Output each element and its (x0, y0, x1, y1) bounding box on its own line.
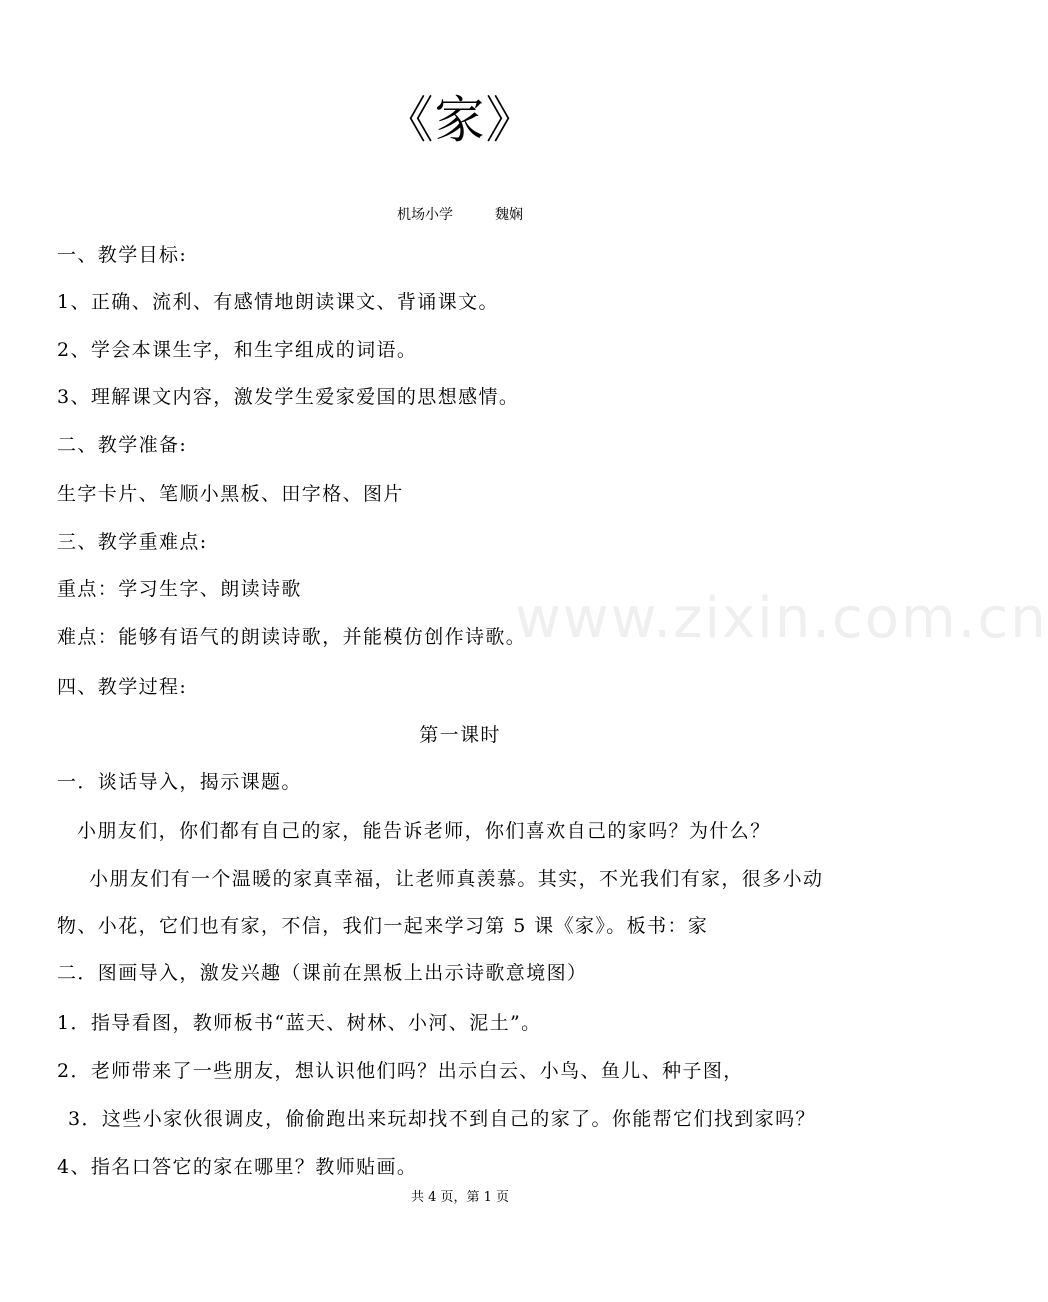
watermark: www.zixin.com.cn (515, 586, 1048, 651)
list-item: 3．这些小家伙很调皮，偷偷跑出来玩却找不到自己的家了。你能帮它们找到家吗？ (68, 1108, 816, 1130)
paragraph-line: 小朋友们，你们都有自己的家，能告诉老师，你们喜欢自己的家吗？为什么？ (77, 820, 771, 842)
paragraph-line: 物、小花，它们也有家，不信，我们一起来学习第 5 课《家》。板书：家 (57, 915, 709, 937)
preparation-text: 生字卡片、笔顺小黑板、田字格、图片 (57, 483, 404, 505)
key-point-text: 重点：学习生字、朗读诗歌 (57, 578, 302, 600)
paragraph-line: 小朋友们有一个温暖的家真幸福，让老师真羡慕。其实，不光我们有家，很多小动 (89, 868, 824, 890)
list-item: 4、指名口答它的家在哪里？教师贴画。 (57, 1156, 418, 1178)
step-1-heading: 一．谈话导入，揭示课题。 (57, 771, 302, 793)
document-title: 《家》 (383, 91, 537, 149)
objective-3: 3、理解课文内容，激发学生爱家爱国的思想感情。 (57, 386, 520, 408)
objective-2: 2、学会本课生字，和生字组成的词语。 (57, 339, 418, 361)
school-name: 机场小学 (397, 207, 453, 223)
difficult-point-text: 难点：能够有语气的朗读诗歌，并能模仿创作诗歌。 (57, 626, 527, 648)
author-name: 魏娴 (495, 207, 523, 223)
objective-1: 1、正确、流利、有感情地朗读课文、背诵课文。 (57, 291, 499, 313)
heading-key-points: 三、教学重难点: (57, 531, 208, 553)
lesson-heading: 第一课时 (419, 724, 501, 746)
heading-preparation: 二、教学准备: (57, 434, 188, 456)
author-line (0, 204, 920, 226)
heading-process: 四、教学过程: (57, 676, 188, 698)
heading-objectives: 一、教学目标: (57, 244, 188, 266)
list-item: 2．老师带来了一些朋友，想认识他们吗？出示白云、小鸟、鱼儿、种子图， (57, 1060, 744, 1082)
page-footer: 共 4 页，第 1 页 (410, 1190, 510, 1205)
step-2-heading: 二．图画导入，激发兴趣（课前在黑板上出示诗歌意境图） (57, 962, 588, 984)
list-item: 1．指导看图，教师板书“蓝天、树林、小河、泥土”。 (57, 1012, 542, 1034)
